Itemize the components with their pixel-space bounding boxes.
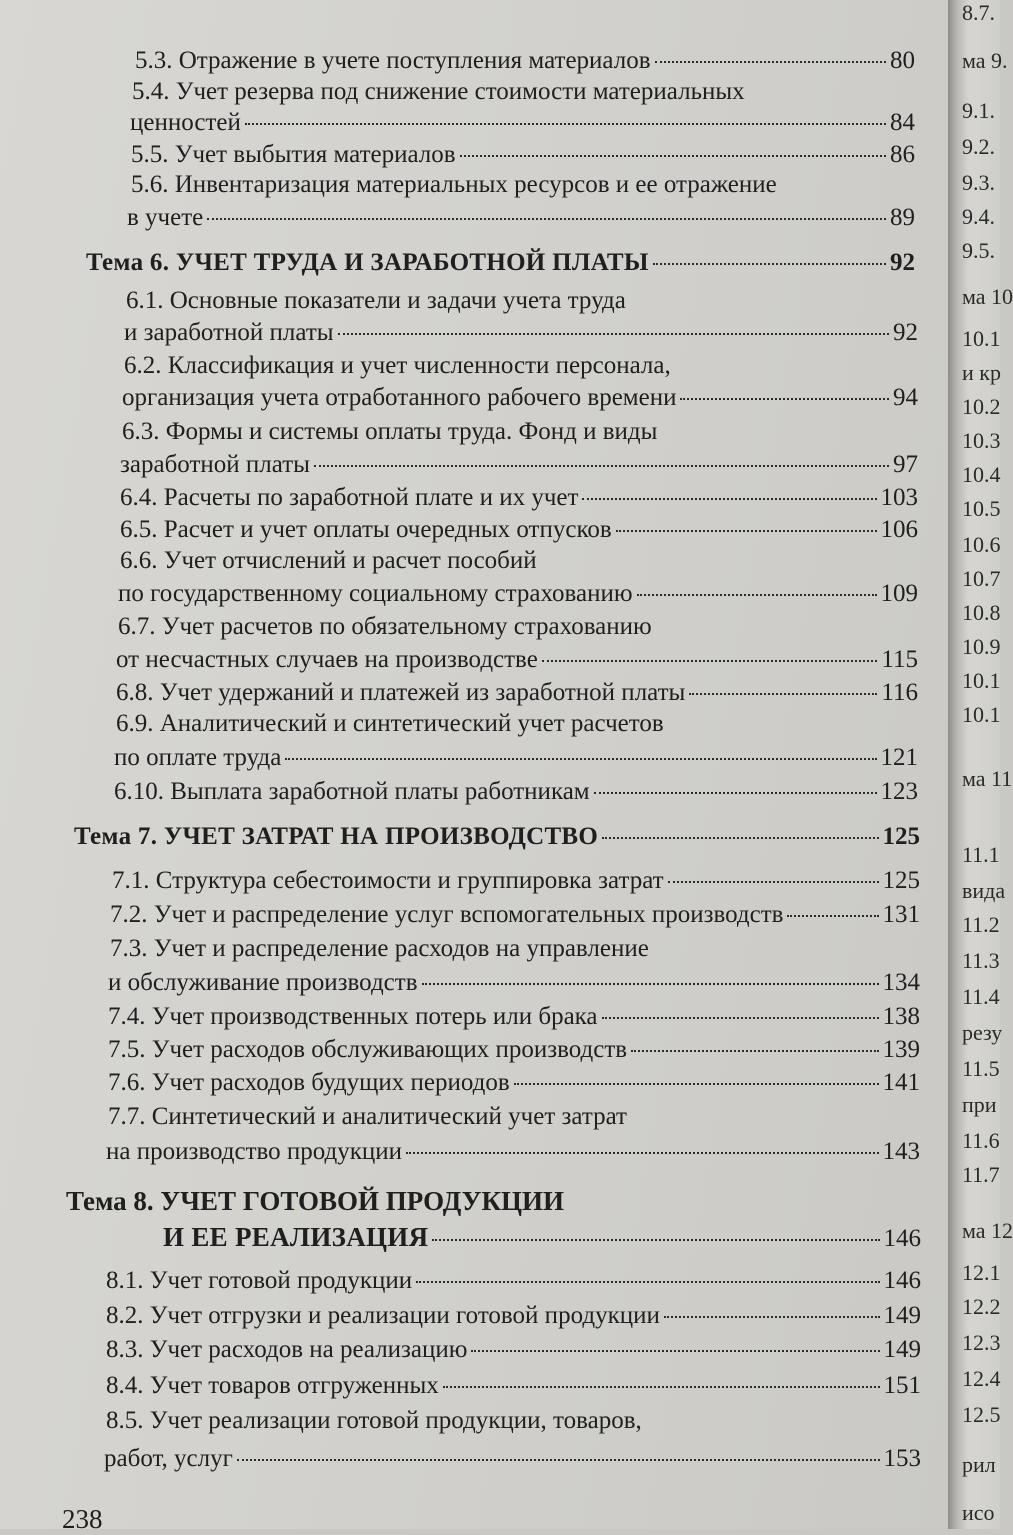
toc-entry-title: от несчастных случаев на производстве bbox=[116, 646, 538, 673]
toc-entry-page: 89 bbox=[890, 204, 915, 231]
toc-entry-page: 97 bbox=[893, 451, 918, 478]
toc-entry bbox=[130, 108, 915, 138]
toc-entry-page: 146 bbox=[883, 1225, 921, 1252]
toc-entry-title: и заработной платы bbox=[124, 319, 334, 346]
toc-entry bbox=[106, 1301, 921, 1331]
next-page-fragment: 10.9 bbox=[962, 634, 1001, 659]
dot-leader bbox=[443, 1386, 880, 1388]
toc-entry-page: 149 bbox=[883, 1336, 921, 1363]
toc-entry-title: 7.6. Учет расходов будущих периодов bbox=[108, 1069, 510, 1096]
dot-leader bbox=[582, 498, 876, 500]
toc-entry-page: 80 bbox=[890, 47, 915, 74]
toc-entry-page: 149 bbox=[883, 1302, 921, 1329]
next-page-fragment: 10.3 bbox=[962, 428, 1001, 453]
toc-entry bbox=[120, 450, 918, 480]
toc-entry-title: 7.7. Синтетический и аналитический учет затрат bbox=[108, 1103, 627, 1130]
next-page-fragment: при bbox=[962, 1092, 997, 1117]
toc-entry-title: заработной платы bbox=[120, 451, 310, 478]
dot-leader bbox=[432, 1239, 879, 1241]
toc-entry-page: 125 bbox=[882, 823, 920, 850]
next-page-fragment: 9.4. bbox=[962, 204, 995, 229]
toc-entry bbox=[135, 46, 915, 76]
next-page-fragment: ма 9. bbox=[962, 48, 1008, 73]
toc-topic bbox=[163, 1222, 921, 1254]
toc-entry-page: 153 bbox=[883, 1445, 921, 1472]
toc-entry bbox=[124, 318, 918, 348]
toc-entry-title: и обслуживание производств bbox=[108, 969, 418, 996]
toc-entry-page: 146 bbox=[883, 1267, 921, 1294]
toc-entry-title: работ, услуг bbox=[104, 1445, 233, 1472]
toc-entry-page: 138 bbox=[882, 1003, 920, 1030]
next-page-fragment: ма 12 bbox=[962, 1218, 1013, 1243]
toc-entry-title: 8.2. Учет отгрузки и реализации готовой продукции bbox=[106, 1302, 660, 1329]
next-page-fragment: 10.2 bbox=[962, 394, 1001, 419]
next-page-fragment: вида bbox=[962, 878, 1006, 903]
dot-leader bbox=[460, 155, 886, 157]
toc-entry-page: 151 bbox=[883, 1372, 921, 1399]
next-page-fragment: 11.1 bbox=[962, 842, 1000, 867]
next-page-fragment: 10.7 bbox=[962, 566, 1001, 591]
toc-entry-title: 7.1. Структура себестоимости и группировка затрат bbox=[112, 867, 664, 894]
toc-entry-page: 121 bbox=[880, 744, 918, 771]
next-page-fragment: 11.5 bbox=[962, 1056, 1000, 1081]
next-page-fragment: 12.1 bbox=[962, 1260, 1001, 1285]
toc-entry bbox=[127, 203, 915, 233]
toc-entry-title: в учете bbox=[127, 204, 204, 231]
toc-entry bbox=[104, 1444, 921, 1474]
toc-topic-title: Тема 7. УЧЕТ ЗАТРАТ НА ПРОИЗВОДСТВО bbox=[74, 823, 599, 850]
toc-entry-title: 6.2. Классификация и учет численности персонала, bbox=[124, 352, 671, 379]
next-page-fragment: 12.5 bbox=[962, 1402, 1001, 1427]
dot-leader bbox=[338, 333, 889, 335]
toc-entry-page: 139 bbox=[882, 1036, 920, 1063]
toc-entry bbox=[106, 1137, 920, 1167]
toc-topic-title: Тема 6. УЧЕТ ТРУДА И ЗАРАБОТНОЙ ПЛАТЫ bbox=[86, 249, 649, 276]
dot-leader bbox=[471, 1350, 879, 1352]
dot-leader bbox=[237, 1459, 880, 1461]
toc-entry-title: 6.8. Учет удержаний и платежей из заработной платы bbox=[116, 679, 686, 706]
dot-leader bbox=[689, 693, 877, 695]
dot-leader bbox=[406, 1152, 878, 1154]
toc-entry-title: 6.6. Учет отчислений и расчет пособий bbox=[120, 547, 537, 574]
toc-entry bbox=[120, 483, 918, 513]
toc-entry-page: 125 bbox=[882, 867, 920, 894]
toc-entry-title: 6.1. Основные показатели и задачи учета труда bbox=[126, 287, 626, 314]
toc-entry-title: 6.9. Аналитический и синтетический учет расчетов bbox=[116, 710, 664, 737]
toc-entry-page: 116 bbox=[881, 679, 918, 706]
toc-topic bbox=[74, 822, 920, 852]
next-page-fragment: 9.3. bbox=[962, 170, 995, 195]
next-page-fragment: 9.5. bbox=[962, 238, 995, 263]
next-page-fragment: 10.1 bbox=[962, 668, 1001, 693]
toc-entry-page: 92 bbox=[890, 249, 915, 276]
dot-leader bbox=[285, 758, 876, 760]
toc-entry-title: 6.7. Учет расчетов по обязательному страхованию bbox=[118, 613, 652, 640]
toc-entry bbox=[114, 743, 918, 773]
toc-entry bbox=[108, 1002, 920, 1032]
toc-entry-title: ценностей bbox=[130, 109, 241, 136]
toc-entry-page: 123 bbox=[880, 778, 918, 805]
next-page-fragment: 11.3 bbox=[962, 948, 1000, 973]
next-page-fragment: резу bbox=[962, 1020, 1003, 1045]
next-page-fragment: 10.1 bbox=[962, 326, 1001, 351]
toc-entry bbox=[110, 900, 920, 930]
toc-entry-title: 8.1. Учет готовой продукции bbox=[106, 1267, 413, 1294]
toc-topic-title: И ЕЕ РЕАЛИЗАЦИЯ bbox=[163, 1222, 429, 1252]
next-page-fragment: ма 10 bbox=[962, 284, 1013, 309]
toc-entry-title: 7.5. Учет расходов обслуживающих производств bbox=[108, 1036, 628, 1063]
next-page-fragment: 10.4 bbox=[962, 462, 1001, 487]
next-page-fragment: 12.2 bbox=[962, 1294, 1001, 1319]
toc-entry-page: 106 bbox=[880, 516, 918, 543]
toc-entry bbox=[131, 140, 915, 170]
next-page-fragment: 11.6 bbox=[962, 1128, 1000, 1153]
dot-leader bbox=[653, 263, 886, 265]
toc-entry-title: 8.3. Учет расходов на реализацию bbox=[106, 1336, 468, 1363]
toc-entry-title: 8.4. Учет товаров отгруженных bbox=[106, 1372, 439, 1399]
toc-entry-page: 115 bbox=[881, 646, 918, 673]
toc-entry bbox=[108, 1035, 920, 1065]
toc-entry bbox=[106, 1266, 921, 1296]
next-page-fragment: 10.1 bbox=[962, 702, 1001, 727]
toc-entry-title: по оплате труда bbox=[114, 744, 282, 771]
toc-entry-title: 5.5. Учет выбытия материалов bbox=[131, 141, 456, 168]
toc-entry bbox=[106, 1335, 921, 1365]
dot-leader bbox=[631, 1050, 878, 1052]
dot-leader bbox=[314, 465, 889, 467]
dot-leader bbox=[514, 1083, 879, 1085]
next-page-fragment: 11.7 bbox=[962, 1162, 1000, 1187]
toc-entry-title: 5.6. Инвентаризация материальных ресурсов и ее отражение bbox=[131, 171, 777, 198]
dot-leader bbox=[787, 915, 878, 917]
toc-entry bbox=[108, 1068, 920, 1098]
dot-leader bbox=[602, 837, 878, 839]
dot-leader bbox=[664, 1316, 880, 1318]
toc-entry-title: 7.3. Учет и распределение расходов на управление bbox=[110, 935, 649, 962]
next-page-fragment: 12.3 bbox=[962, 1330, 1001, 1355]
toc-entry bbox=[116, 645, 918, 675]
dot-leader bbox=[542, 660, 878, 662]
page-number: 238 bbox=[62, 1504, 103, 1534]
toc-entry bbox=[106, 1371, 921, 1401]
next-page-fragment: ма 11 bbox=[962, 766, 1013, 791]
toc-entry-page: 143 bbox=[882, 1138, 920, 1165]
dot-leader bbox=[616, 530, 877, 532]
toc-entry-title: 6.5. Расчет и учет оплаты очередных отпусков bbox=[120, 516, 612, 543]
next-page-fragment: исо bbox=[962, 1500, 995, 1525]
toc-entry-title: 6.3. Формы и системы оплаты труда. Фонд и виды bbox=[122, 418, 658, 445]
dot-leader bbox=[594, 792, 877, 794]
toc-entry-page: 131 bbox=[882, 901, 920, 928]
toc-entry-page: 86 bbox=[890, 141, 915, 168]
toc-topic bbox=[86, 248, 915, 278]
next-page-fragment: 8.7. bbox=[962, 0, 995, 25]
next-page-edge bbox=[948, 0, 1013, 1529]
toc-entry bbox=[118, 579, 918, 609]
toc-entry bbox=[116, 678, 918, 708]
toc-entry bbox=[122, 383, 918, 413]
toc-entry-page: 134 bbox=[882, 969, 920, 996]
next-page-fragment: 10.5 bbox=[962, 496, 1001, 521]
toc-entry-page: 109 bbox=[880, 580, 918, 607]
toc-entry-title: на производство продукции bbox=[106, 1138, 403, 1165]
toc-entry-title: организация учета отработанного рабочего времени bbox=[122, 384, 677, 411]
next-page-fragment: 11.2 bbox=[962, 912, 1000, 937]
toc-entry bbox=[112, 866, 920, 896]
next-page-fragment: 9.2. bbox=[962, 134, 995, 159]
toc-entry-title: 6.10. Выплата заработной платы работникам bbox=[114, 778, 590, 805]
next-page-fragment: 11.4 bbox=[962, 984, 1000, 1009]
dot-leader bbox=[245, 123, 886, 125]
dot-leader bbox=[422, 983, 879, 985]
toc-entry-title: 7.4. Учет производственных потерь или брака bbox=[108, 1003, 598, 1030]
dot-leader bbox=[668, 881, 879, 883]
toc-entry-page: 103 bbox=[880, 484, 918, 511]
next-page-fragment: и кр bbox=[962, 360, 1001, 385]
toc-entry-page: 84 bbox=[890, 109, 915, 136]
toc-entry bbox=[120, 515, 918, 545]
dot-leader bbox=[416, 1281, 879, 1283]
toc-entry-title: 5.4. Учет резерва под снижение стоимости материальных bbox=[132, 78, 745, 105]
toc-entry-page: 141 bbox=[882, 1069, 920, 1096]
toc-topic-title: Тема 8. УЧЕТ ГОТОВОЙ ПРОДУКЦИИ bbox=[66, 1186, 565, 1216]
dot-leader bbox=[637, 594, 877, 596]
toc-entry bbox=[108, 968, 920, 998]
toc-entry-title: 6.4. Расчеты по заработной плате и их учет bbox=[120, 484, 579, 511]
toc-entry-title: 8.5. Учет реализации готовой продукции, товаров, bbox=[106, 1407, 642, 1434]
next-page-fragment: 10.6 bbox=[962, 532, 1001, 557]
toc-entry-page: 92 bbox=[893, 319, 918, 346]
next-page-fragment: рил bbox=[962, 1452, 996, 1477]
next-page-fragment: 10.8 bbox=[962, 600, 1001, 625]
toc-entry-title: по государственному социальному страхованию bbox=[118, 580, 633, 607]
dot-leader bbox=[602, 1017, 879, 1019]
dot-leader bbox=[207, 218, 886, 220]
toc-entry-page: 94 bbox=[893, 384, 918, 411]
dot-leader bbox=[680, 398, 889, 400]
dot-leader bbox=[655, 61, 886, 63]
next-page-fragment: 9.1. bbox=[962, 98, 995, 123]
toc-entry bbox=[114, 777, 918, 807]
toc-entry-title: 5.3. Отражение в учете поступления материалов bbox=[135, 47, 651, 74]
toc-entry-title: 7.2. Учет и распределение услуг вспомогательных производств bbox=[110, 901, 784, 928]
next-page-fragment: 12.4 bbox=[962, 1366, 1001, 1391]
